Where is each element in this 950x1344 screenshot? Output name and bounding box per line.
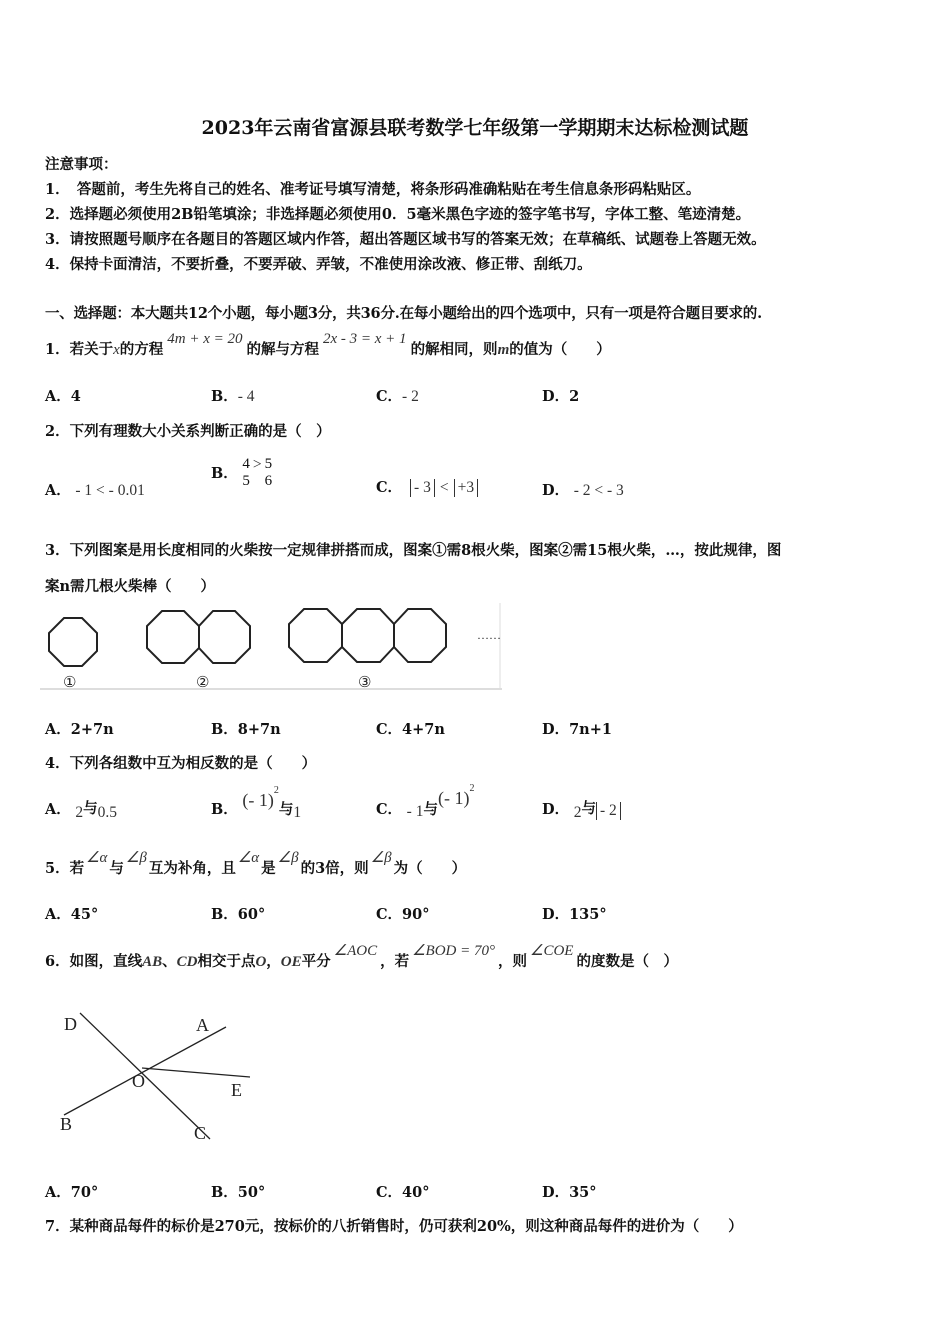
question-7: 7．某种商品每件的标价是270元，按标价的八折销售时，仍可获利20%，则这种商品每件的进价为（ ） [45, 1218, 743, 1235]
q5-beta-2: ∠β [277, 850, 299, 866]
question-5: 5．若∠α与∠β互为补角，且∠α是∠β的3倍，则∠β为（ ） [45, 850, 467, 877]
question-4: 4．下列各组数中互为相反数的是（ ） [45, 755, 317, 772]
q6-option-a: A．70° [45, 1184, 99, 1201]
q5-beta-3: ∠β [370, 850, 392, 866]
q6-angle-aoc: ∠AOC [333, 943, 378, 959]
q1-option-a: A．4 [45, 388, 81, 405]
q3-option-c: C．4+7n [376, 721, 445, 738]
point-c-label: C [194, 1123, 207, 1143]
figure-3-octagon-2 [342, 609, 394, 662]
q5-alpha-2: ∠α [237, 850, 260, 866]
q5-option-d: D．135° [542, 906, 607, 923]
q1-option-d: D．2 [542, 388, 580, 405]
q1-text-3: 的解与方程 [246, 341, 319, 358]
q3-option-a: A．2+7n [45, 721, 114, 738]
section-heading: 一、选择题：本大题共12个小题，每小题3分，共36分.在每小题给出的四个选项中，只有一项是符合题目要求的. [45, 305, 762, 322]
q2-option-a: A． - 1 < - 0.01 [45, 482, 145, 499]
q1-var-m: m [497, 342, 510, 358]
page-title: 2023年云南省富源县联考数学七年级第一学期期末达标检测试题 [201, 117, 749, 139]
q1-option-b: B．- 4 [211, 388, 255, 405]
q6-angle-coe: ∠COE [530, 943, 574, 959]
point-d-label: D [64, 1014, 77, 1034]
notice-item-2: 2．选择题必须使用2B铅笔填涂；非选择题必须使用0．5毫米黑色字迹的签字笔书写，字体工整、笔迹清楚。 [45, 206, 751, 223]
ray-oe [142, 1068, 250, 1077]
q2-option-c: C． - 3 < +3 [376, 476, 478, 497]
intersecting-lines-figure [50, 1005, 270, 1155]
figure-label-3: ③ [358, 675, 372, 691]
q5-option-a: A．45° [45, 906, 99, 923]
point-e-label: E [231, 1080, 242, 1100]
q4-option-c: C． - 1与(- 1)$^2$ [376, 783, 475, 820]
q5-beta: ∠β [125, 850, 147, 866]
q4-option-a: A． 2与0.5 [45, 800, 117, 821]
point-a-label: A [196, 1015, 209, 1035]
line-ba [64, 1027, 226, 1115]
q5-option-c: C．90° [376, 906, 430, 923]
q2-b-fraction-1: 4 5 [242, 456, 250, 489]
q1-option-c: C．- 2 [376, 388, 419, 405]
question-2: 2．下列有理数大小关系判断正确的是（ ） [45, 423, 331, 440]
q6-angle-bod: ∠BOD = 70° [412, 943, 495, 959]
q1-equation-1: 4m + x = 20 [167, 331, 243, 347]
q4-option-b: B． (- 1)$^2$与1 [211, 785, 302, 821]
line-dc [80, 1013, 210, 1139]
notice-item-1: 1． 答题前，考生先将自己的姓名、准考证号填写清楚，将条形码准确粘贴在考生信息条形码粘贴区。 [45, 181, 701, 198]
point-o-label: O [132, 1071, 145, 1091]
notice-item-4: 4．保持卡面清洁，不要折叠，不要弄破、弄皱，不准使用涂改液、修正带、刮纸刀。 [45, 256, 592, 273]
q6-option-d: D．35° [542, 1184, 597, 1201]
q5-alpha: ∠α [86, 850, 108, 866]
q6-option-c: C．40° [376, 1184, 430, 1201]
question-3-line-2: 案n需几根火柴棒（ ） [45, 578, 216, 595]
q6-option-b: B．50° [211, 1184, 266, 1201]
point-b-label: B [60, 1114, 73, 1134]
q3-option-b: B．8+7n [211, 721, 281, 738]
figure-label-2: ② [196, 675, 210, 691]
question-1 [45, 331, 611, 359]
q2-option-d: D． - 2 < - 3 [542, 482, 624, 499]
question-6: 6．如图，直线AB、CD相交于点O，OE平分∠AOC，若∠BOD = 70°，则∠COE的度数是（ ） [45, 943, 678, 970]
figure-continuation-dots: …… [477, 628, 501, 642]
q1-text-2: 的方程 [119, 341, 164, 358]
q1-text-4: 的解相同，则 [410, 341, 498, 358]
q3-option-d: D．7n+1 [542, 721, 612, 738]
figure-2-octagon-2 [199, 611, 250, 663]
q1-text-1: 1．若关于 [45, 341, 114, 358]
notice-heading: 注意事项： [45, 156, 118, 173]
q2-b-fraction-2: 5 6 [264, 456, 273, 489]
notice-item-3: 3．请按照题号顺序在各题目的答题区域内作答，超出答题区域书写的答案无效；在草稿纸、试题卷上答题无效。 [45, 231, 766, 248]
question-3-line-1: 3．下列图案是用长度相同的火柴按一定规律拼搭而成，图案①需8根火柴，图案②需15根火柴，…，按此规律，图 [45, 542, 782, 559]
q1-var-x: x [113, 342, 120, 358]
q5-option-b: B．60° [211, 906, 266, 923]
figure-2-octagon-1 [147, 611, 199, 663]
q1-equation-2: 2x - 3 = x + 1 [323, 331, 407, 347]
figure-label-1: ① [63, 675, 77, 691]
figure-3-octagon-3 [394, 609, 446, 662]
figure-1-octagon [49, 618, 97, 666]
q2-option-b: B． 4 5 > 5 6 [211, 456, 273, 489]
q1-text-5: 的值为（ ） [509, 341, 611, 358]
matchstick-figures [40, 603, 502, 691]
q4-option-d: D． 2与 - 2 [542, 798, 621, 819]
figure-3-octagon-1 [289, 609, 342, 662]
